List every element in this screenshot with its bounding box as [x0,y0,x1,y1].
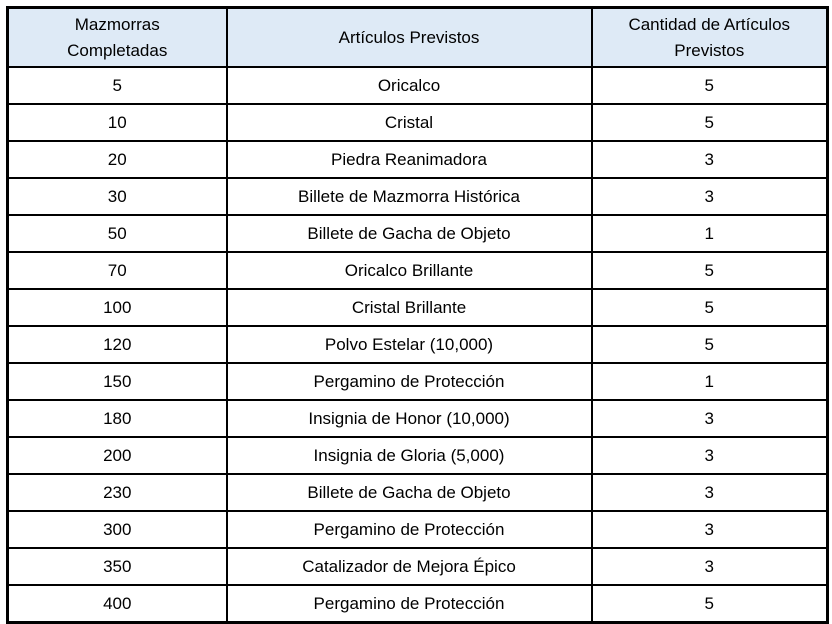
cell-mazmorras-completadas: 70 [8,252,227,289]
table-row [8,289,828,326]
cell-cantidad-prevista: 1 [592,215,828,252]
cell-cantidad-prevista: 3 [592,474,828,511]
header-row [8,8,828,68]
cell-mazmorras-completadas: 400 [8,585,227,623]
cell-articulo-previsto: Piedra Reanimadora [227,141,592,178]
cell-cantidad-prevista: 1 [592,363,828,400]
cell-mazmorras-completadas: 30 [8,178,227,215]
cell-cantidad-prevista: 3 [592,178,828,215]
cell-mazmorras-completadas: 230 [8,474,227,511]
table-row [8,548,828,585]
table-row [8,178,828,215]
cell-articulo-previsto: Cristal Brillante [227,289,592,326]
cell-cantidad-prevista: 3 [592,141,828,178]
cell-mazmorras-completadas: 200 [8,437,227,474]
header-mazmorras-completadas: Mazmorras Completadas [8,8,227,68]
cell-cantidad-prevista: 3 [592,511,828,548]
cell-cantidad-prevista: 5 [592,252,828,289]
table-row [8,363,828,400]
table-row [8,215,828,252]
cell-articulo-previsto: Billete de Gacha de Objeto [227,474,592,511]
cell-mazmorras-completadas: 300 [8,511,227,548]
cell-articulo-previsto: Insignia de Gloria (5,000) [227,437,592,474]
cell-mazmorras-completadas: 120 [8,326,227,363]
cell-cantidad-prevista: 3 [592,400,828,437]
table-row [8,104,828,141]
cell-articulo-previsto: Insignia de Honor (10,000) [227,400,592,437]
cell-articulo-previsto: Oricalco [227,67,592,104]
table-row [8,400,828,437]
cell-mazmorras-completadas: 150 [8,363,227,400]
cell-cantidad-prevista: 5 [592,289,828,326]
table-row [8,511,828,548]
cell-articulo-previsto: Billete de Gacha de Objeto [227,215,592,252]
cell-mazmorras-completadas: 100 [8,289,227,326]
cell-cantidad-prevista: 5 [592,326,828,363]
cell-mazmorras-completadas: 50 [8,215,227,252]
cell-cantidad-prevista: 5 [592,104,828,141]
cell-articulo-previsto: Catalizador de Mejora Épico [227,548,592,585]
cell-cantidad-prevista: 5 [592,67,828,104]
cell-articulo-previsto: Oricalco Brillante [227,252,592,289]
header-articulos-previstos: Artículos Previstos [227,8,592,68]
rewards-table-container [6,6,829,624]
cell-articulo-previsto: Polvo Estelar (10,000) [227,326,592,363]
table-row [8,326,828,363]
cell-mazmorras-completadas: 20 [8,141,227,178]
rewards-table [6,6,829,624]
table-row [8,474,828,511]
cell-mazmorras-completadas: 5 [8,67,227,104]
table-row [8,141,828,178]
table-row [8,437,828,474]
cell-articulo-previsto: Cristal [227,104,592,141]
cell-cantidad-prevista: 5 [592,585,828,623]
table-row [8,585,828,623]
cell-mazmorras-completadas: 350 [8,548,227,585]
cell-mazmorras-completadas: 180 [8,400,227,437]
cell-articulo-previsto: Pergamino de Protección [227,363,592,400]
table-row [8,252,828,289]
cell-articulo-previsto: Billete de Mazmorra Histórica [227,178,592,215]
table-body [8,67,828,623]
cell-mazmorras-completadas: 10 [8,104,227,141]
header-cantidad-articulos-previstos: Cantidad de Artículos Previstos [592,8,828,68]
cell-cantidad-prevista: 3 [592,548,828,585]
cell-articulo-previsto: Pergamino de Protección [227,511,592,548]
table-row [8,67,828,104]
cell-cantidad-prevista: 3 [592,437,828,474]
cell-articulo-previsto: Pergamino de Protección [227,585,592,623]
